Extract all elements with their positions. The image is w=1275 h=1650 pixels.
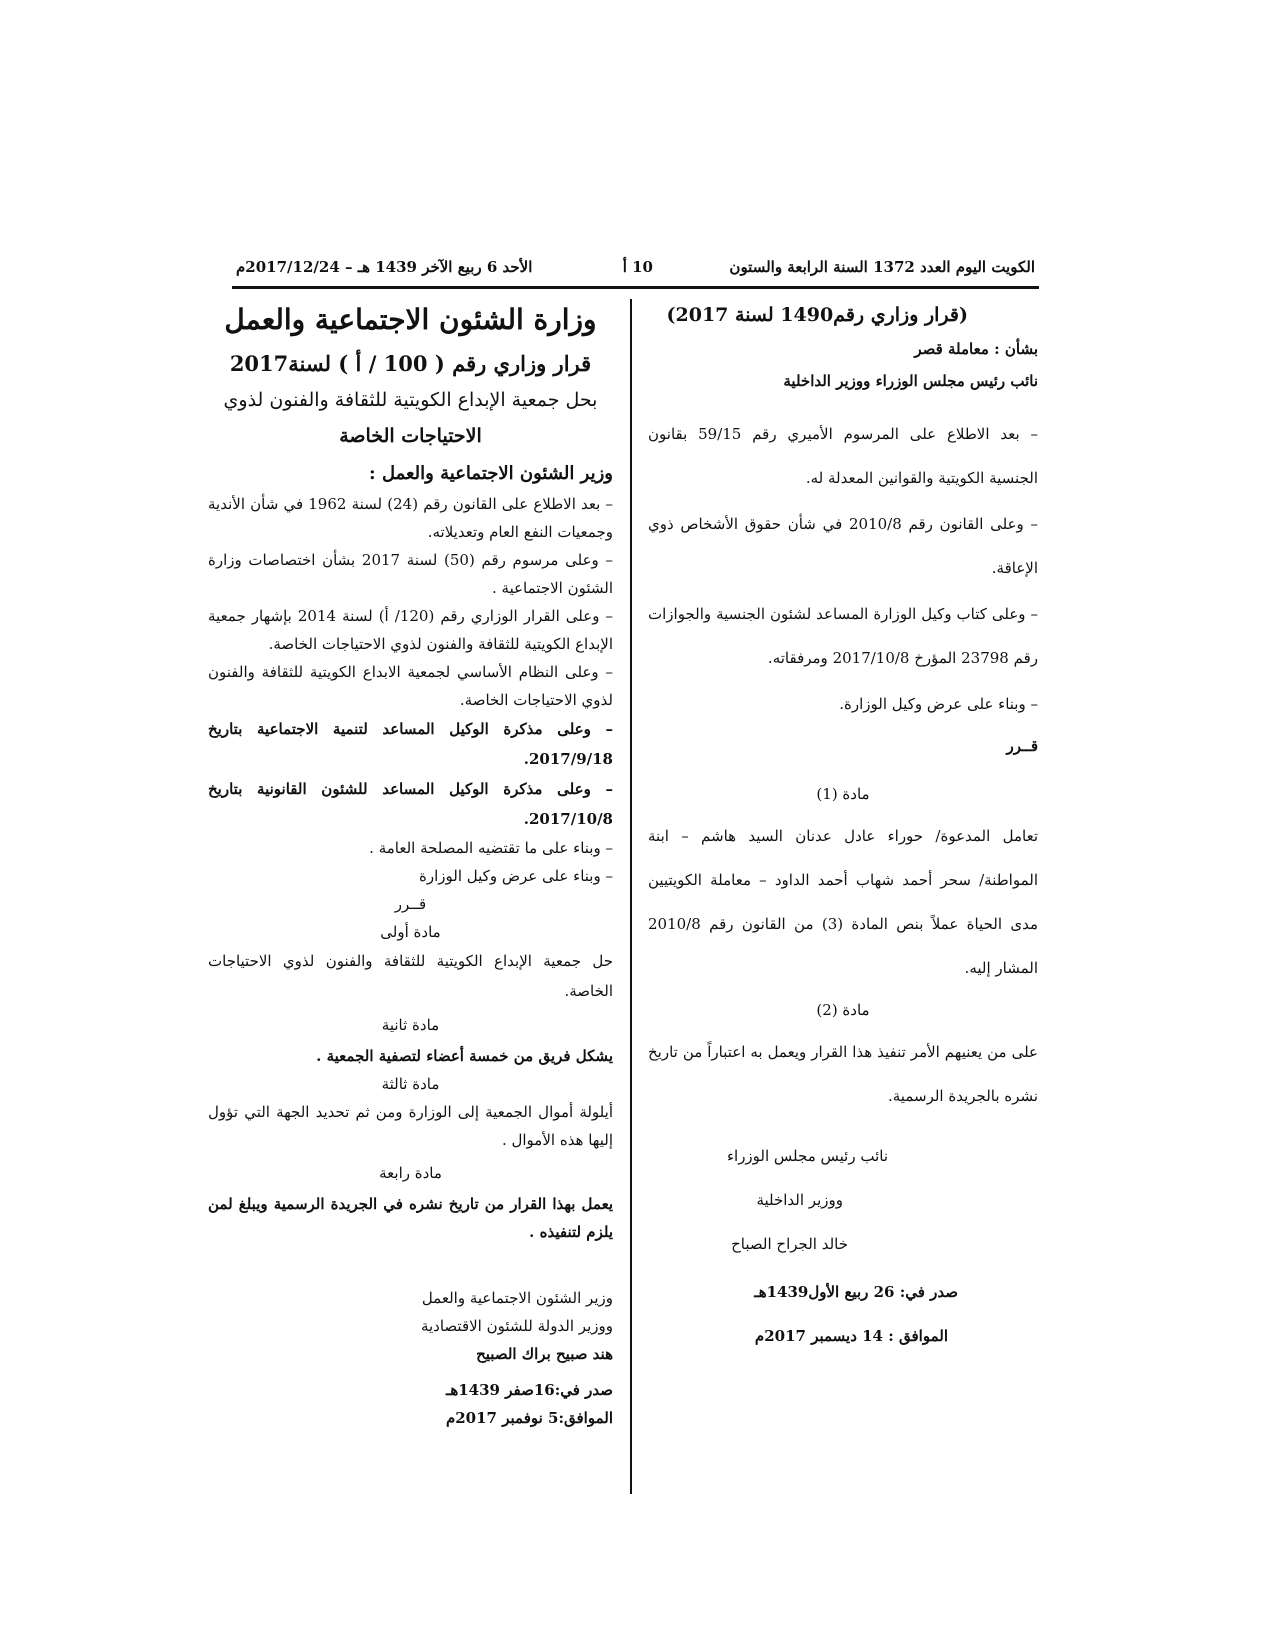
decision-issuer: نائب رئيس مجلس الوزراء ووزير الداخلية [783,372,1038,390]
decided-label: قــرر [1006,737,1038,755]
article-text: يعمل بهذا القرار من تاريخ نشره في الجريدة الرسمية ويبلغ لمن يلزم لتنفيذه . [208,1195,613,1241]
signature-title: ووزير الدولة للشئون الاقتصادية [420,1317,613,1335]
article-text: أيلولة أموال الجمعية إلى الوزارة ومن ثم تحديد الجهة التي تؤول إليها هذه الأموال . [208,1103,613,1149]
signatory-name: خالد الجراح الصباح [731,1235,848,1253]
article-title: مادة ثانية [381,1016,440,1034]
column-divider [630,299,632,1494]
article-text: تعامل المدعوة/ حوراء عادل عدنان السيد هاشم – ابنة المواطنة/ سحر أحمد شهاب أحمد الداود – معاملة الكويتيين مدى الحياة عملاً بنص المادة (3) من القانون رقم 2010/8 المشار إليه. [648,827,1038,977]
preamble-clause: – بعد الاطلاع على القانون رقم (24) لسنة 1962 في شأن الأندية وجمعيات النفع العام وتعديلاته. [208,495,613,541]
header-page-number: 10 أ [622,258,653,276]
preamble-clause: – وبناء على عرض وكيل الوزارة. [839,695,1038,713]
decision-100a-column [208,298,613,1432]
minister-heading: وزير الشئون الاجتماعية والعمل : [369,463,613,484]
signature-title: وزير الشئون الاجتماعية والعمل [421,1289,613,1307]
signatory-name: هند صبيح براك الصبيح [476,1345,613,1363]
issue-date: صدر في: 26 ربيع الأول1439هـ [754,1283,958,1301]
article-title: مادة رابعة [379,1164,442,1182]
preamble-clause: – وعلى النظام الأساسي لجمعية الابداع الكويتية للثقافة والفنون لذوي الاحتياجات الخاصة. [208,663,613,709]
preamble-clause: – وبناء على عرض وكيل الوزارة [419,867,613,885]
header-date: الأحد 6 ربيع الآخر 1439 هـ – 2017/12/24م [236,258,533,276]
preamble-clause: – وعلى القرار الوزاري رقم (120/ أ) لسنة 2014 بإشهار جمعية الإبداع الكويتية للثقافة والفنون لذوي الاحتياجات الخاصة. [208,607,613,653]
preamble-clause: – وعلى كتاب وكيل الوزارة المساعد لشئون الجنسية والجوازات رقم 23798 المؤرخ 2017/10/8 ومرفقاته. [648,605,1038,667]
article-text: حل جمعية الإبداع الكويتية للثقافة والفنون لذوي الاحتياجات الخاصة. [208,952,613,1000]
ministry-title: وزارة الشئون الاجتماعية والعمل [224,303,597,336]
preamble-clause: – وعلى مذكرة الوكيل المساعد للشئون القانونية بتاريخ 2017/10/8. [208,780,613,828]
decision-title: قرار وزاري رقم ( 100 / أ ) لسنة2017 [229,351,592,376]
issue-date: صدر في:16صفر 1439هـ [445,1381,613,1399]
article-title: مادة (1) [816,785,870,803]
decision-title: (قرار وزاري رقم1490 لسنة 2017) [666,304,968,326]
signature-title: ووزير الداخلية [756,1191,843,1209]
article-title: مادة (2) [816,1001,870,1019]
decision-subject: بحل جمعية الإبداع الكويتية للثقافة والفنون لذوي [223,389,598,411]
preamble-clause: – وعلى القانون رقم 2010/8 في شأن حقوق الأشخاص ذوي الإعاقة. [648,515,1039,577]
decision-1490-column [648,298,1038,1358]
decision-subject: الاحتياجات الخاصة [339,425,482,447]
corresponding-date: الموافق : 14 ديسمبر 2017م [754,1327,948,1345]
decided-label: قــرر [394,895,427,913]
article-title: مادة ثالثة [381,1075,440,1093]
preamble-clause: – وبناء على ما تقتضيه المصلحة العامة . [369,839,613,857]
preamble-clause: – بعد الاطلاع على المرسوم الأميري رقم 59/15 بقانون الجنسية الكويتية والقوانين المعدلة له. [648,425,1038,487]
article-text: على من يعنيهم الأمر تنفيذ هذا القرار ويعمل به اعتباراً من تاريخ نشره بالجريدة الرسمية. [648,1043,1038,1105]
preamble-clause: – وعلى مرسوم رقم (50) لسنة 2017 بشأن اختصاصات وزارة الشئون الاجتماعية . [208,551,613,597]
page-header [232,252,1039,289]
article-text: يشكل فريق من خمسة أعضاء لتصفية الجمعية . [316,1047,613,1065]
article-title: مادة أولى [380,923,441,941]
decision-subject: بشأن : معاملة قصر [914,340,1038,358]
header-issue-info: الكويت اليوم العدد 1372 السنة الرابعة والستون [729,258,1035,276]
preamble-clause: – وعلى مذكرة الوكيل المساعد لتنمية الاجتماعية بتاريخ 2017/9/18. [208,720,613,768]
corresponding-date: الموافق:5 نوفمبر 2017م [445,1409,613,1427]
signature-title: نائب رئيس مجلس الوزراء [726,1147,888,1165]
